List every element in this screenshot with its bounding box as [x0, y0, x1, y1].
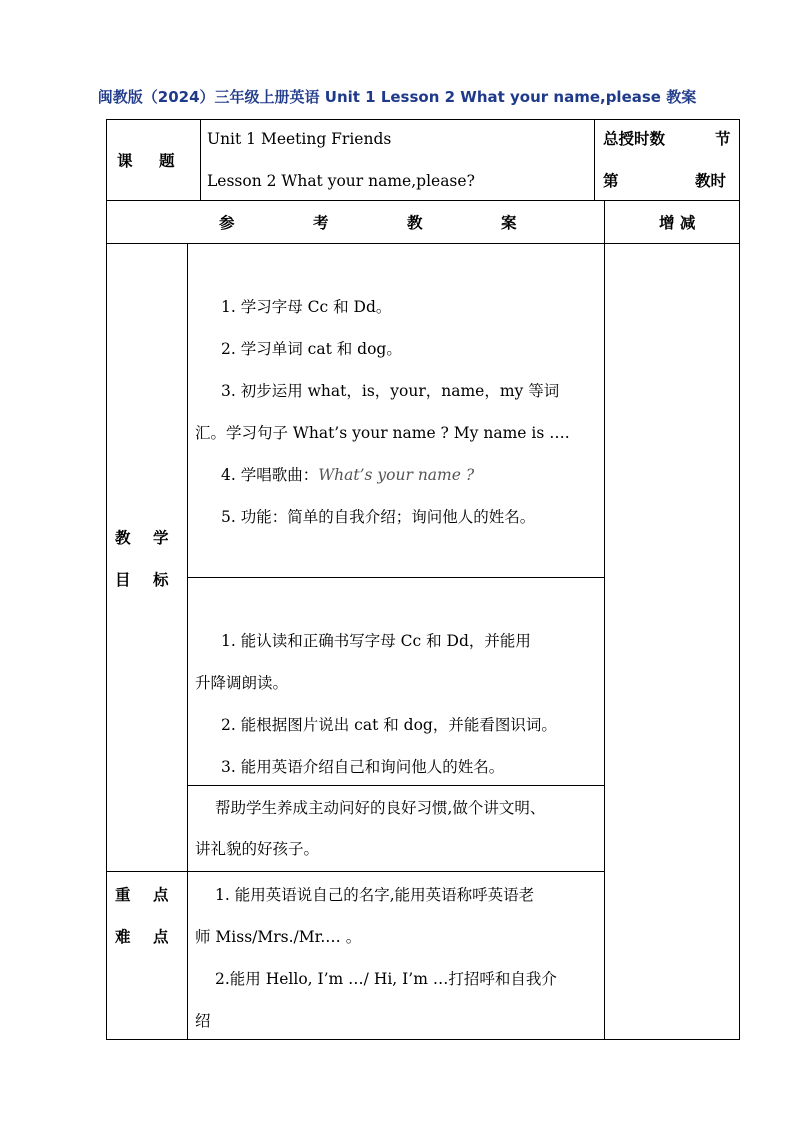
goals-label-biao: 标: [153, 570, 169, 589]
goal-1-3b: 汇。学习句子 What’s your name ? My name is ….: [195, 424, 570, 442]
goal-3-line1: 帮助学生养成主动问好的良好习惯,做个讲文明、: [215, 799, 546, 817]
goal-1-3a: 3. 初步运用 what，is，your，name，my 等词: [221, 382, 560, 400]
total-hours-label: 总授时数: [603, 129, 666, 148]
goals-label-cell: [106, 243, 188, 872]
lesson-title: Lesson 2 What your name,please?: [207, 172, 475, 190]
key-point-line1: 1. 能用英语说自己的名字,能用英语称呼英语老: [215, 886, 535, 904]
goals-skills-cell: [187, 577, 605, 786]
goal-1-5: 5. 功能：简单的自我介绍；询问他人的姓名。: [221, 508, 536, 526]
goals-label-mu: 目: [115, 570, 131, 589]
goal-1-1: 1. 学习字母 Cc 和 Dd。: [221, 298, 392, 316]
goal-1-4-prefix: 4. 学唱歌曲：: [221, 466, 319, 484]
key-points-content-cell: [187, 871, 605, 1040]
goal-2-2: 2. 能根据图片说出 cat 和 dog，并能看图识词。: [221, 716, 557, 734]
topic-label-ke: 课: [117, 151, 133, 170]
total-hours-unit: 节: [715, 129, 731, 148]
goal-3-line2: 讲礼貌的好孩子。: [195, 840, 320, 858]
goal-2-1a: 1. 能认读和正确书写字母 Cc 和 Dd，并能用: [221, 632, 531, 650]
key-label-dian1: 点: [153, 885, 169, 904]
key-label-zhong: 重: [115, 885, 131, 904]
goal-2-3: 3. 能用英语介绍自己和询问他人的姓名。: [221, 758, 505, 776]
goals-label-jiao: 教: [115, 528, 131, 547]
goal-1-2: 2. 学习单词 cat 和 dog。: [221, 340, 402, 358]
adjust-column: [604, 243, 740, 1040]
key-point-line2: 师 Miss/Mrs./Mr.… 。: [195, 928, 362, 946]
key-point-line3: 2.能用 Hello, I’m …/ Hi, I’m …打招呼和自我介: [215, 970, 557, 988]
reference-plan-header: [106, 200, 605, 244]
topic-label-ti: 题: [159, 151, 175, 170]
adjust-header: [604, 200, 740, 244]
goal-1-4-song: What’s your name ?: [318, 466, 475, 484]
goals-label-xue: 学: [153, 528, 169, 547]
topic-label-cell: [106, 119, 201, 201]
key-point-line4: 绍: [195, 1012, 211, 1030]
adjust-label: 增 减: [659, 213, 696, 232]
goal-1-4: [221, 465, 474, 485]
unit-title: Unit 1 Meeting Friends: [207, 130, 392, 148]
header-char-kao: 考: [313, 213, 329, 232]
goals-attitude-cell: [187, 785, 605, 872]
header-char-jiao: 教: [407, 213, 423, 232]
key-label-dian2: 点: [153, 927, 169, 946]
hours-cell: [594, 119, 740, 201]
key-label-nan: 难: [115, 927, 131, 946]
key-points-label-cell: [106, 871, 188, 1040]
session-unit: 教时: [695, 171, 727, 190]
document-title: 闽教版（2024）三年级上册英语 Unit 1 Lesson 2 What your name,please 教案: [97, 88, 697, 106]
header-char-an: 案: [501, 213, 517, 232]
header-char-can: 参: [219, 213, 235, 232]
session-label: 第: [603, 171, 619, 190]
goals-knowledge-cell: [187, 243, 605, 578]
goal-2-1b: 升降调朗读。: [195, 674, 289, 692]
topic-content-cell: [200, 119, 595, 201]
